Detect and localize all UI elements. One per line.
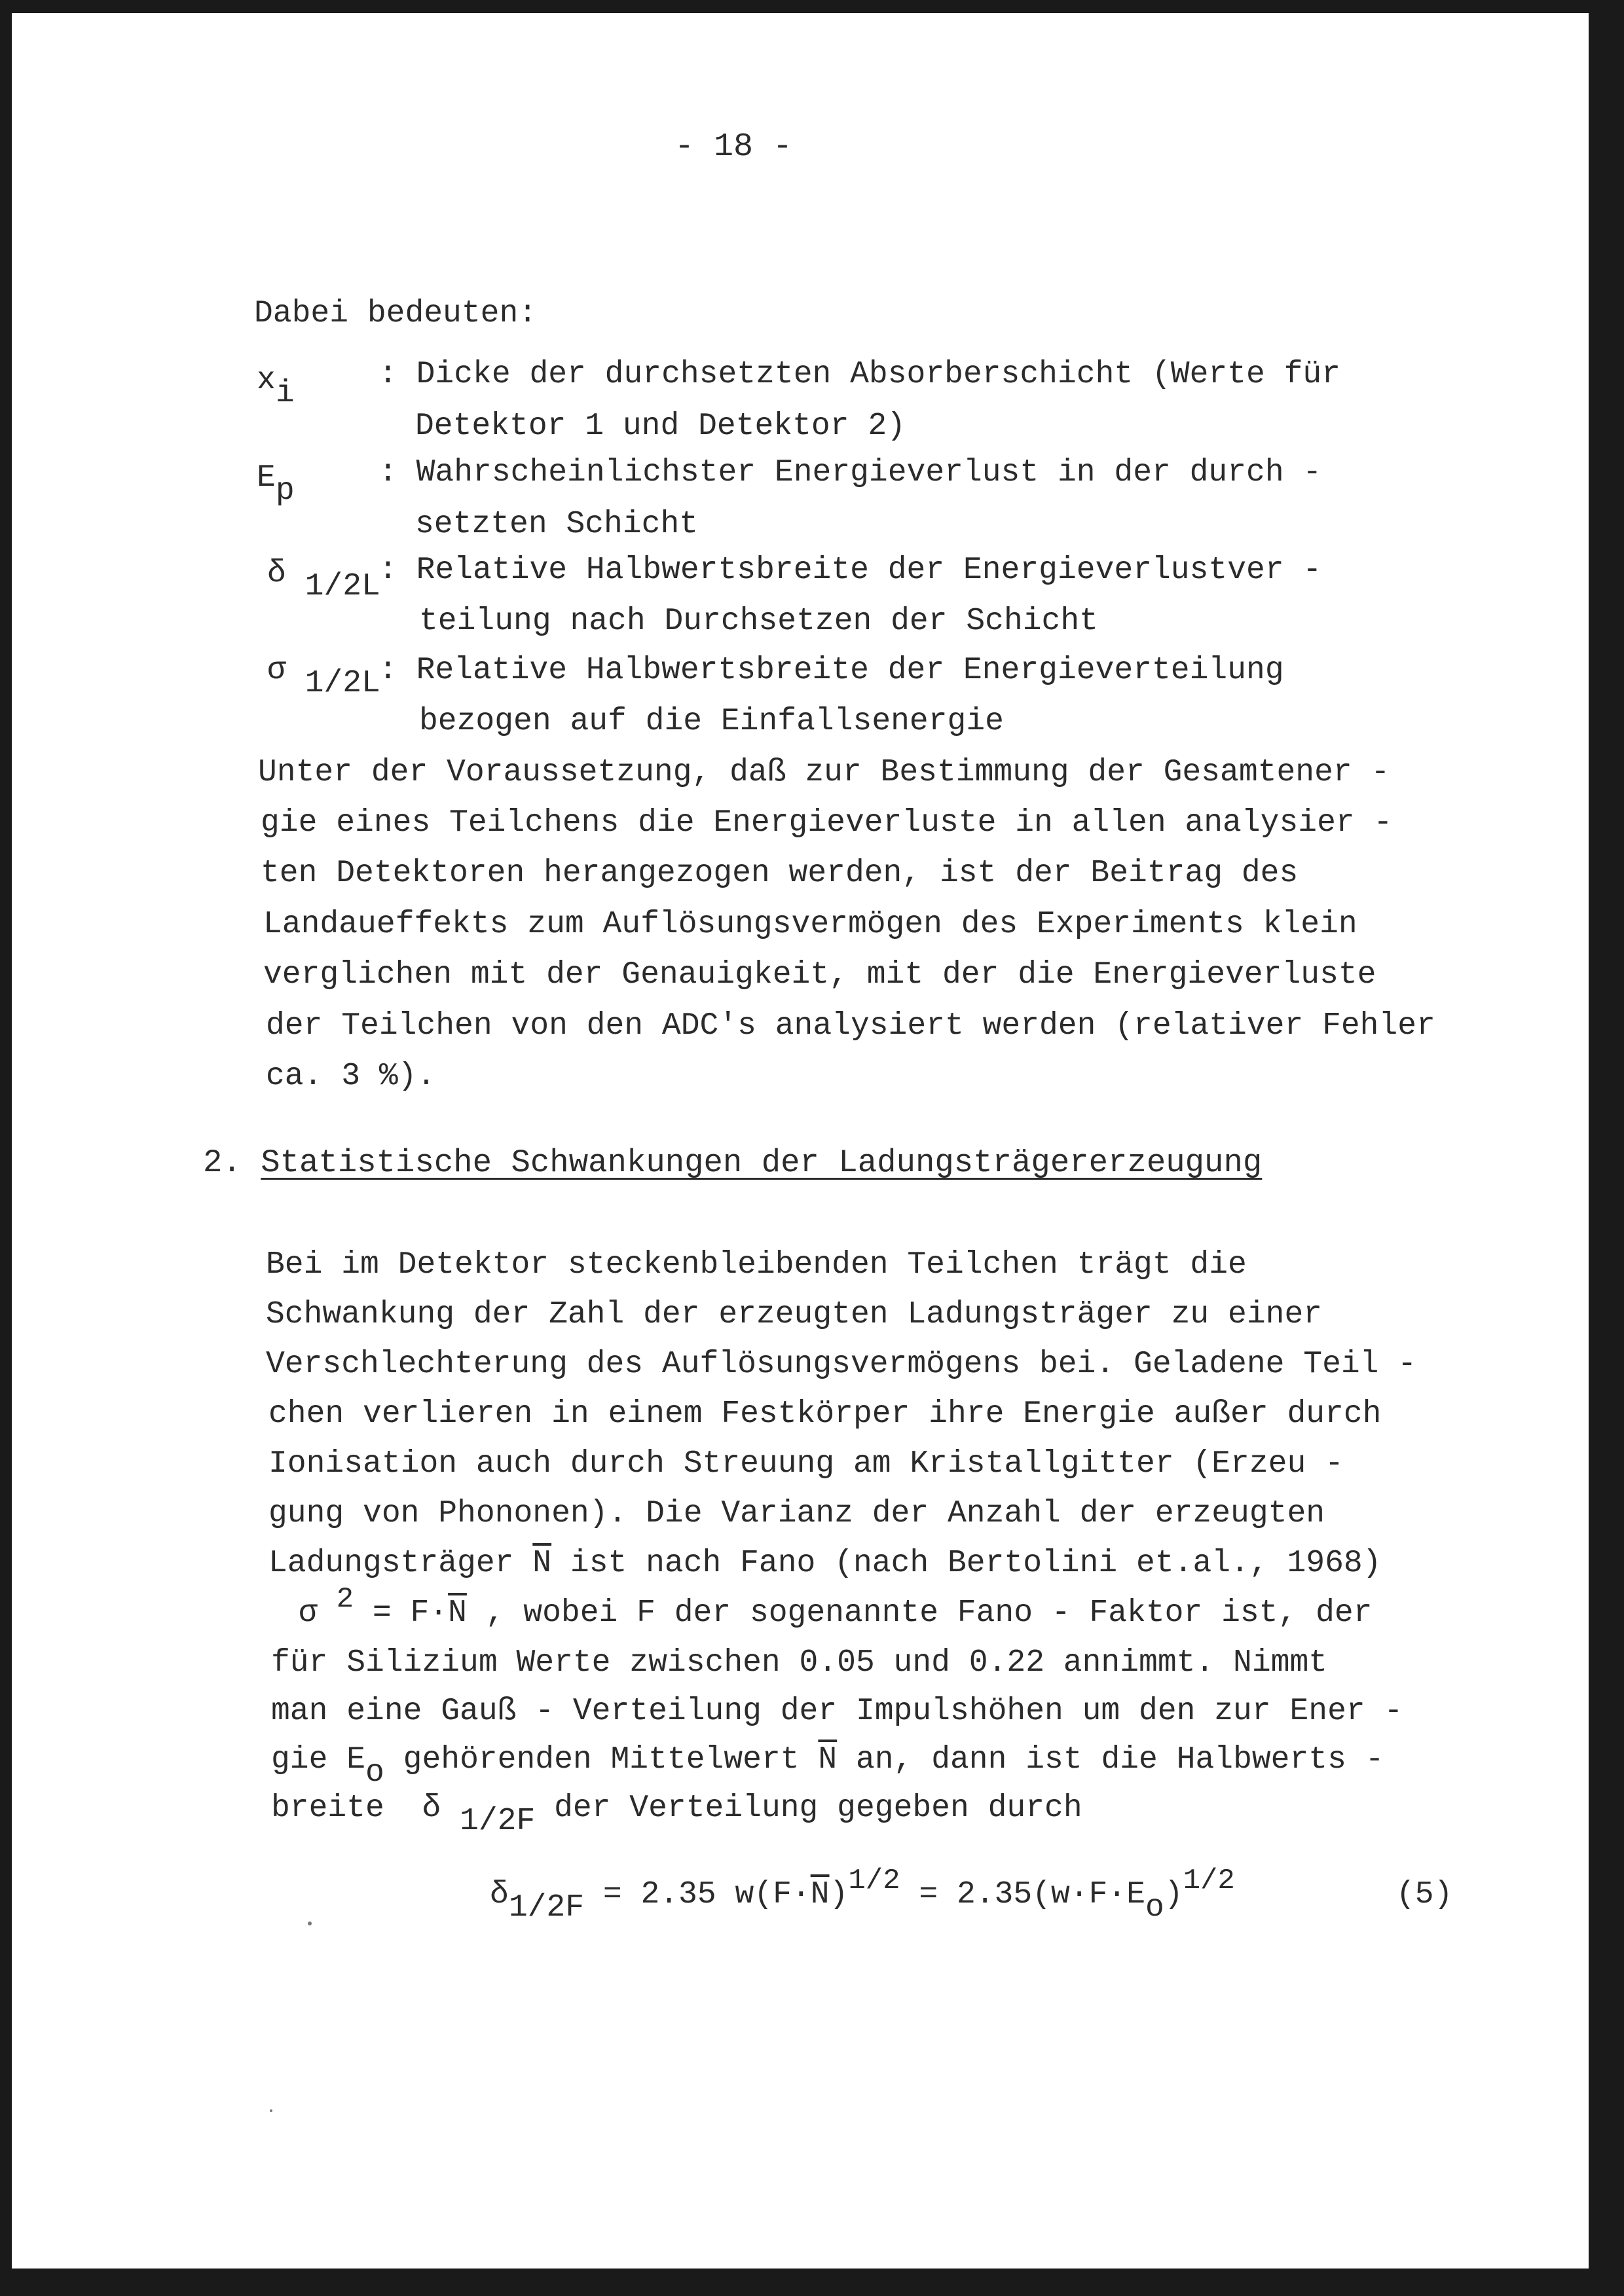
paragraph-line: Ionisation auch durch Streuung am Kristallgitter (Erzeu - [268, 1446, 1344, 1482]
intro-text: Dabei bedeuten: [254, 296, 538, 331]
paragraph-line: breite δ 1/2F der Verteilung gegeben durch [271, 1791, 1082, 1839]
equation-5: δ1/2F = 2.35 $w(F\cdot\overline{N})1/2 = 2.35(w\cdot F\cdot Eo)1/2$ [490, 1865, 1235, 1925]
definition-text: : Relative Halbwertsbreite der Energieverlustver - [378, 553, 1322, 588]
definition-text: : Dicke der durchsetzten Absorberschicht (Werte für [378, 357, 1341, 392]
paragraph-line: Ladungsträger $\overline{N}$ ist nach Fano (nach Bertolini et.al., 1968) [268, 1546, 1382, 1581]
section-heading [203, 1144, 1263, 1181]
paragraph-line: für Silizium Werte zwischen 0.05 und 0.22 annimmt. Nimmt [271, 1645, 1328, 1681]
n-bar-symbol: $\overline{N}$ [532, 1546, 552, 1581]
definition-text: Detektor 1 und Detektor 2) [415, 409, 906, 444]
section-number: 2. [203, 1144, 242, 1181]
paragraph-line: ten Detektoren herangezogen werden, ist der Beitrag des [261, 856, 1299, 891]
paragraph-line: gie eines Teilchens die Energieverluste in allen analysier - [261, 805, 1393, 841]
paragraph-line: Schwankung der Zahl der erzeugten Ladungsträger zu einer [266, 1297, 1323, 1332]
equation-number: (5) [1396, 1877, 1453, 1912]
definition-symbol: Ep [257, 460, 295, 509]
scan-speck [308, 1922, 312, 1925]
definition-text: setzten Schicht [415, 507, 699, 542]
paragraph-line: der Teilchen von den ADC's analysiert werden (relativer Fehler [266, 1008, 1435, 1044]
paragraph-line: Landaueffekts zum Auflösungsvermögen des Experiments klein [263, 907, 1357, 942]
paragraph-line: ca. 3 %). [266, 1059, 436, 1094]
definition-text: teilung nach Durchsetzen der Schicht [419, 604, 1098, 639]
page-number: - 18 - [674, 128, 793, 166]
n-bar-symbol: $\overline{N}$ [810, 1877, 830, 1912]
definition-text: : Relative Halbwertsbreite der Energieverteilung [378, 653, 1284, 688]
definition-symbol: σ 1/2L [267, 653, 380, 701]
document-page [12, 13, 1589, 2269]
n-bar-symbol: $\overline{N}$ [448, 1595, 467, 1631]
paragraph-line: Verschlechterung des Auflösungsvermögens bei. Geladene Teil - [266, 1347, 1417, 1382]
paragraph-line: chen verlieren in einem Festkörper ihre Energie außer durch [268, 1396, 1382, 1432]
scan-speck [270, 2109, 272, 2112]
sigma-symbol: σ [299, 1595, 318, 1631]
paragraph-line: Bei im Detektor steckenbleibenden Teilchen trägt die [266, 1247, 1247, 1283]
paragraph-line: Unter der Voraussetzung, daß zur Bestimmung der Gesamtener - [258, 755, 1390, 790]
paragraph-line: man eine Gauß - Verteilung der Impulshöhen um den zur Ener - [271, 1694, 1403, 1729]
paragraph-line: σ $2 = F\cdot\overline{N}$ , wobei F der sogenannte Fano - Faktor ist, der [299, 1583, 1373, 1631]
definition-text: : Wahrscheinlichster Energieverlust in der durch - [378, 455, 1322, 490]
paragraph-line: gung von Phononen). Die Varianz der Anzahl der erzeugten [268, 1496, 1325, 1531]
n-bar-symbol: $\overline{N}$ [818, 1742, 838, 1777]
definition-symbol: xi [257, 363, 295, 411]
paragraph-line: verglichen mit der Genauigkeit, mit der die Energieverluste [263, 957, 1376, 993]
definition-symbol: δ 1/2L [267, 556, 380, 604]
section-title: Statistische Schwankungen der Ladungsträgererzeugung [261, 1144, 1263, 1181]
paragraph-line: gie Eo gehörenden Mittelwert $\overline{N}$ an, dann ist die Halbwerts - [271, 1742, 1384, 1791]
definition-text: bezogen auf die Einfallsenergie [419, 704, 1004, 739]
